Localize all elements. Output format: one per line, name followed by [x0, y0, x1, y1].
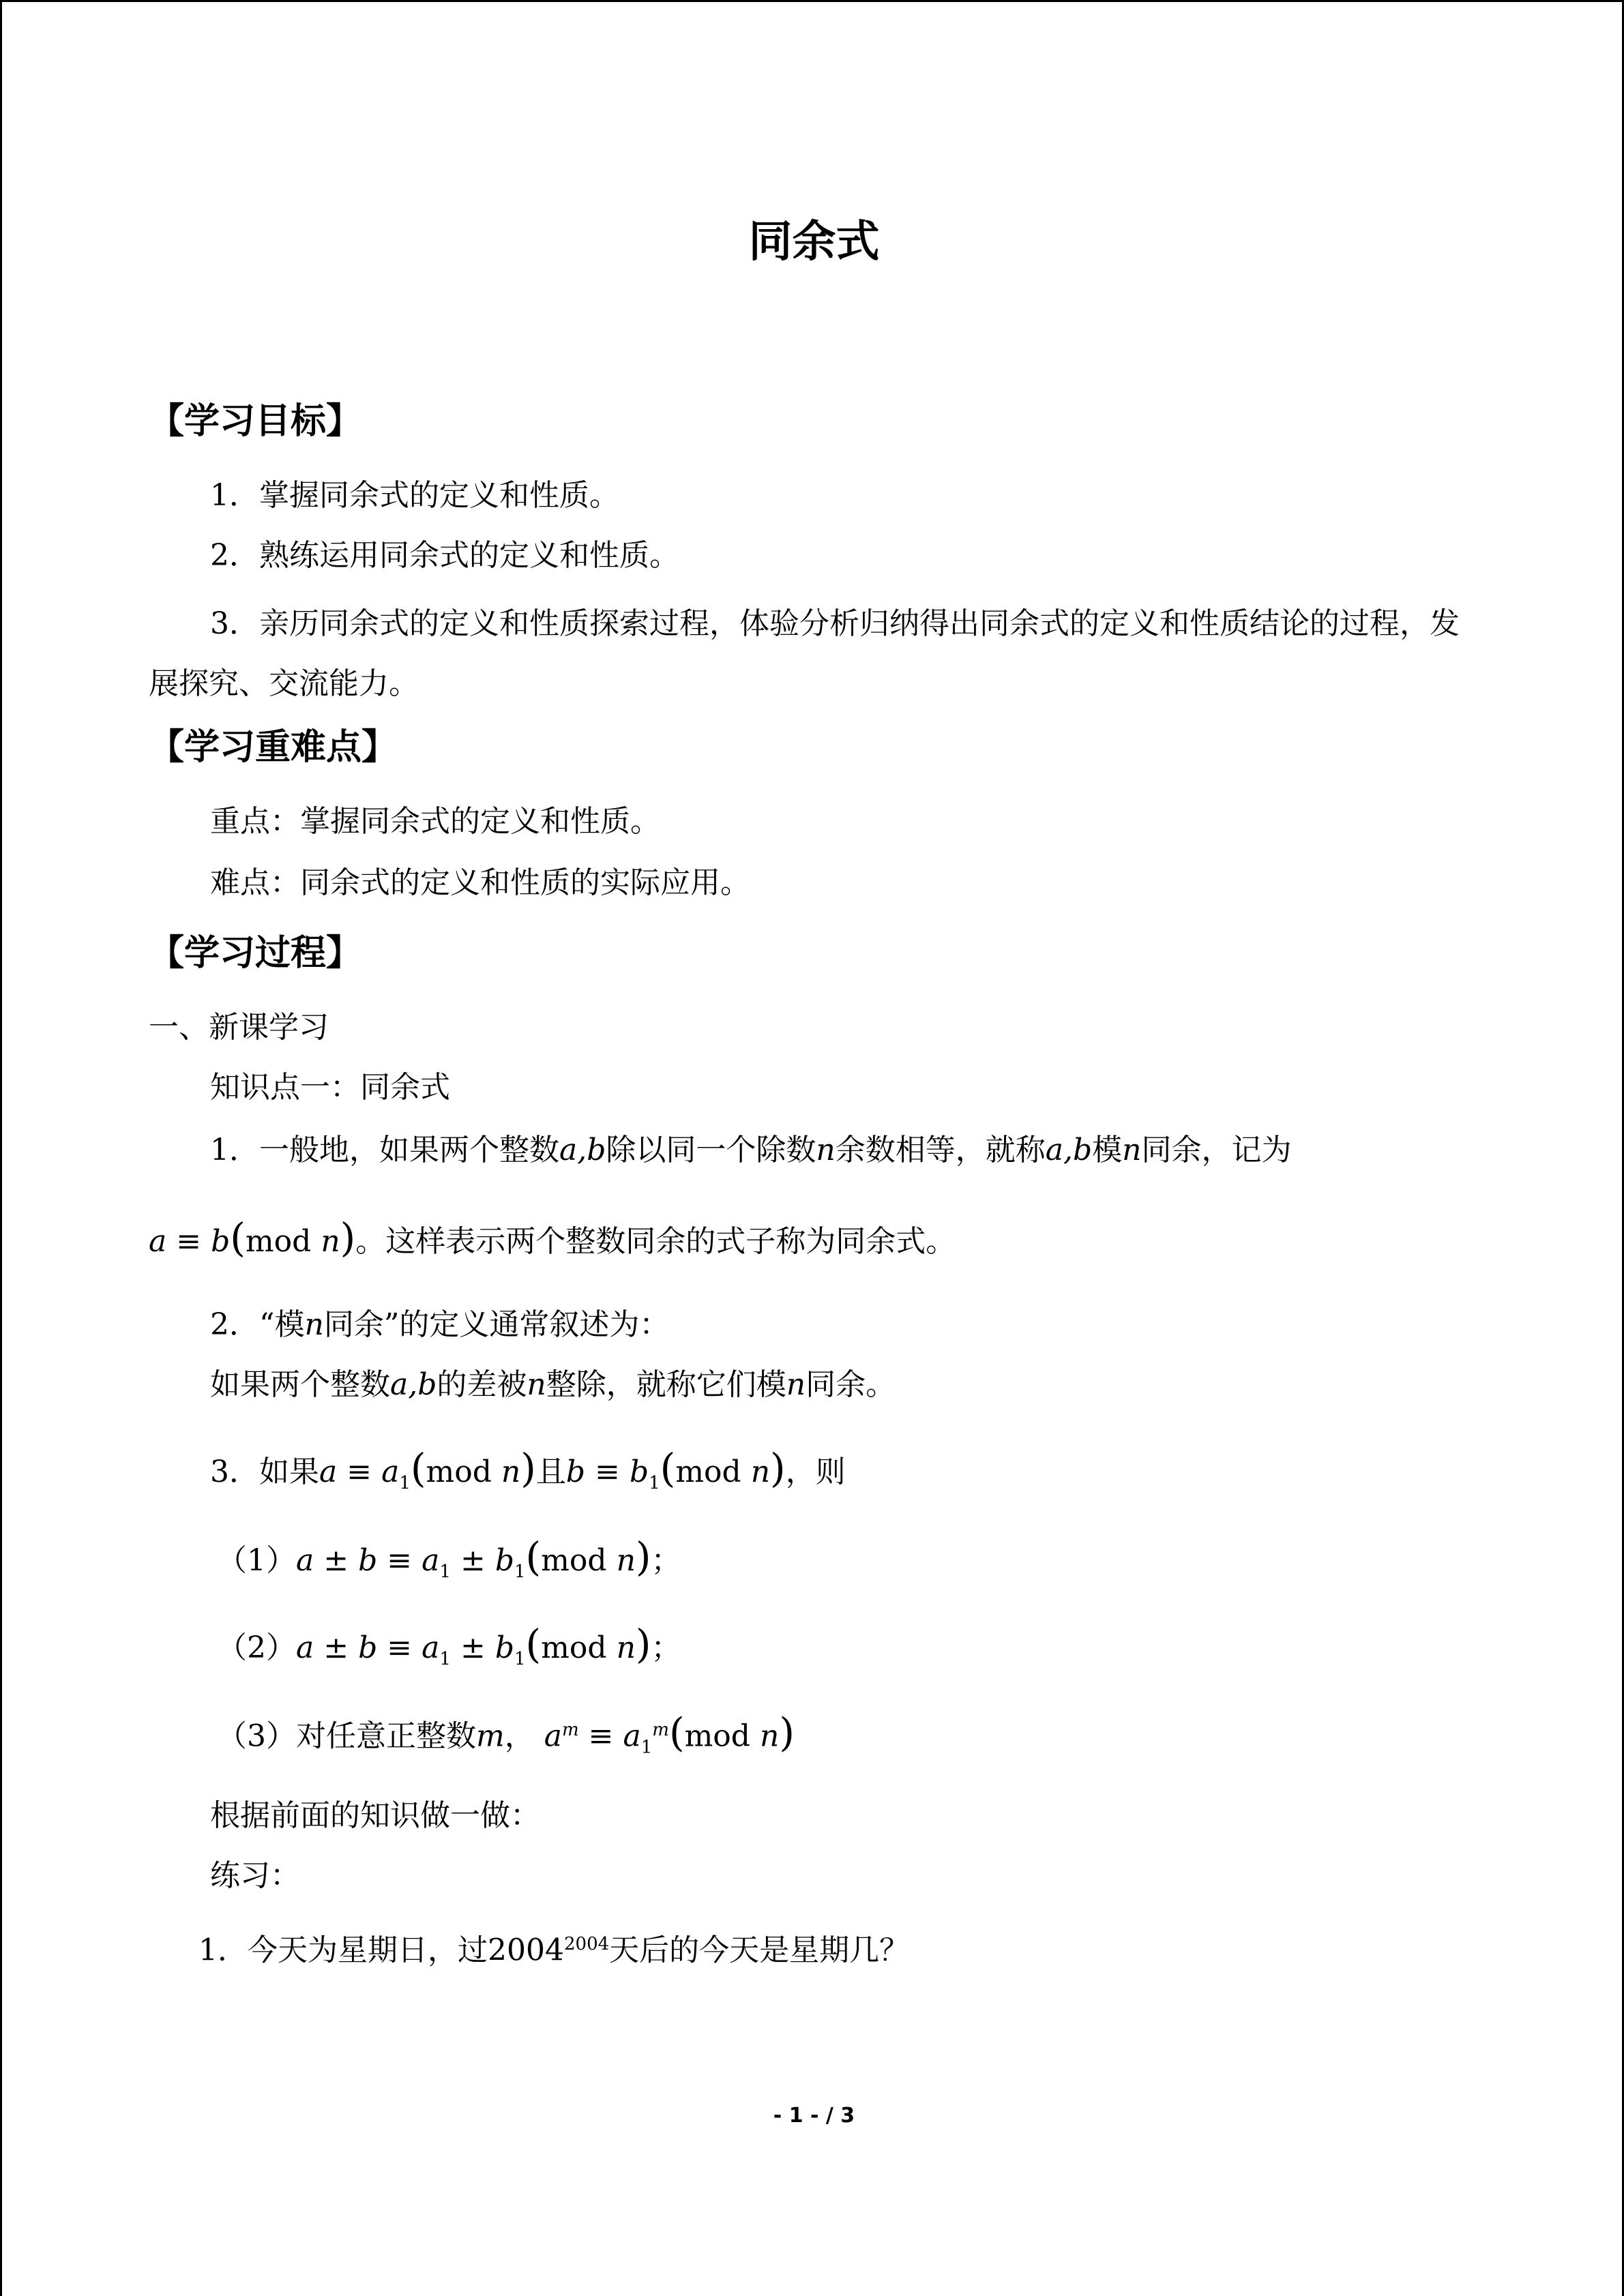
- property-3: （3）对任意正整数m， $a^m \equiv a_1^m(mod$ n): [217, 1709, 795, 1758]
- objective-2: 2．熟练运用同余式的定义和性质。: [210, 538, 679, 573]
- property-intro: 3．如果$a \equiv a_1(mod$ n)且$b \equiv b_1(mod$ n)，则: [210, 1445, 846, 1493]
- definition-2-line-1: 2．“模n同余”的定义通常叙述为：: [210, 1307, 670, 1342]
- property-2: $(2)a \pm b \equiv a_1 \pm b_1(mod$ n)；: [217, 1621, 681, 1669]
- page-number: - 1 - / 3: [773, 2104, 855, 2128]
- practice-label: 练习：: [210, 1858, 300, 1893]
- objective-1: 1．掌握同余式的定义和性质。: [210, 478, 619, 513]
- definition-1-line-1: 1．一般地，如果两个整数a,b除以同一个除数n余数相等，就称a,b模n同余，记为: [210, 1133, 1292, 1167]
- process-heading: 【学习过程】: [149, 933, 362, 974]
- property-1: $(1)a \pm b \equiv a_1 \pm b_1(mod$ n)；: [217, 1534, 681, 1582]
- page-title: 同余式: [748, 217, 880, 267]
- key-point-important: 重点：掌握同余式的定义和性质。: [210, 804, 660, 839]
- knowledge-point-1: 知识点一：同余式: [210, 1070, 450, 1105]
- objectives-heading: 【学习目标】: [149, 401, 362, 442]
- part-1-label: 一、新课学习: [149, 1010, 329, 1045]
- definition-2-line-2: 如果两个整数a,b的差被n整除，就称它们模n同余。: [210, 1367, 896, 1402]
- exercise-1: 1．今天为星期日，过$2004^{2004}$天后的今天是星期几？: [198, 1933, 910, 1968]
- objective-3: 3．亲历同余式的定义和性质探索过程，体验分析归纳得出同余式的定义和性质结论的过程，发展探究、交流能力。: [149, 606, 1460, 701]
- definition-1-line-2: a ≡ b(mod n)。这样表示两个整数同余的式子称为同余式。: [149, 1214, 956, 1261]
- key-point-difficult: 难点：同余式的定义和性质的实际应用。: [210, 865, 750, 900]
- key-points-heading: 【学习重难点】: [149, 727, 398, 768]
- practice-intro: 根据前面的知识做一做：: [210, 1798, 540, 1833]
